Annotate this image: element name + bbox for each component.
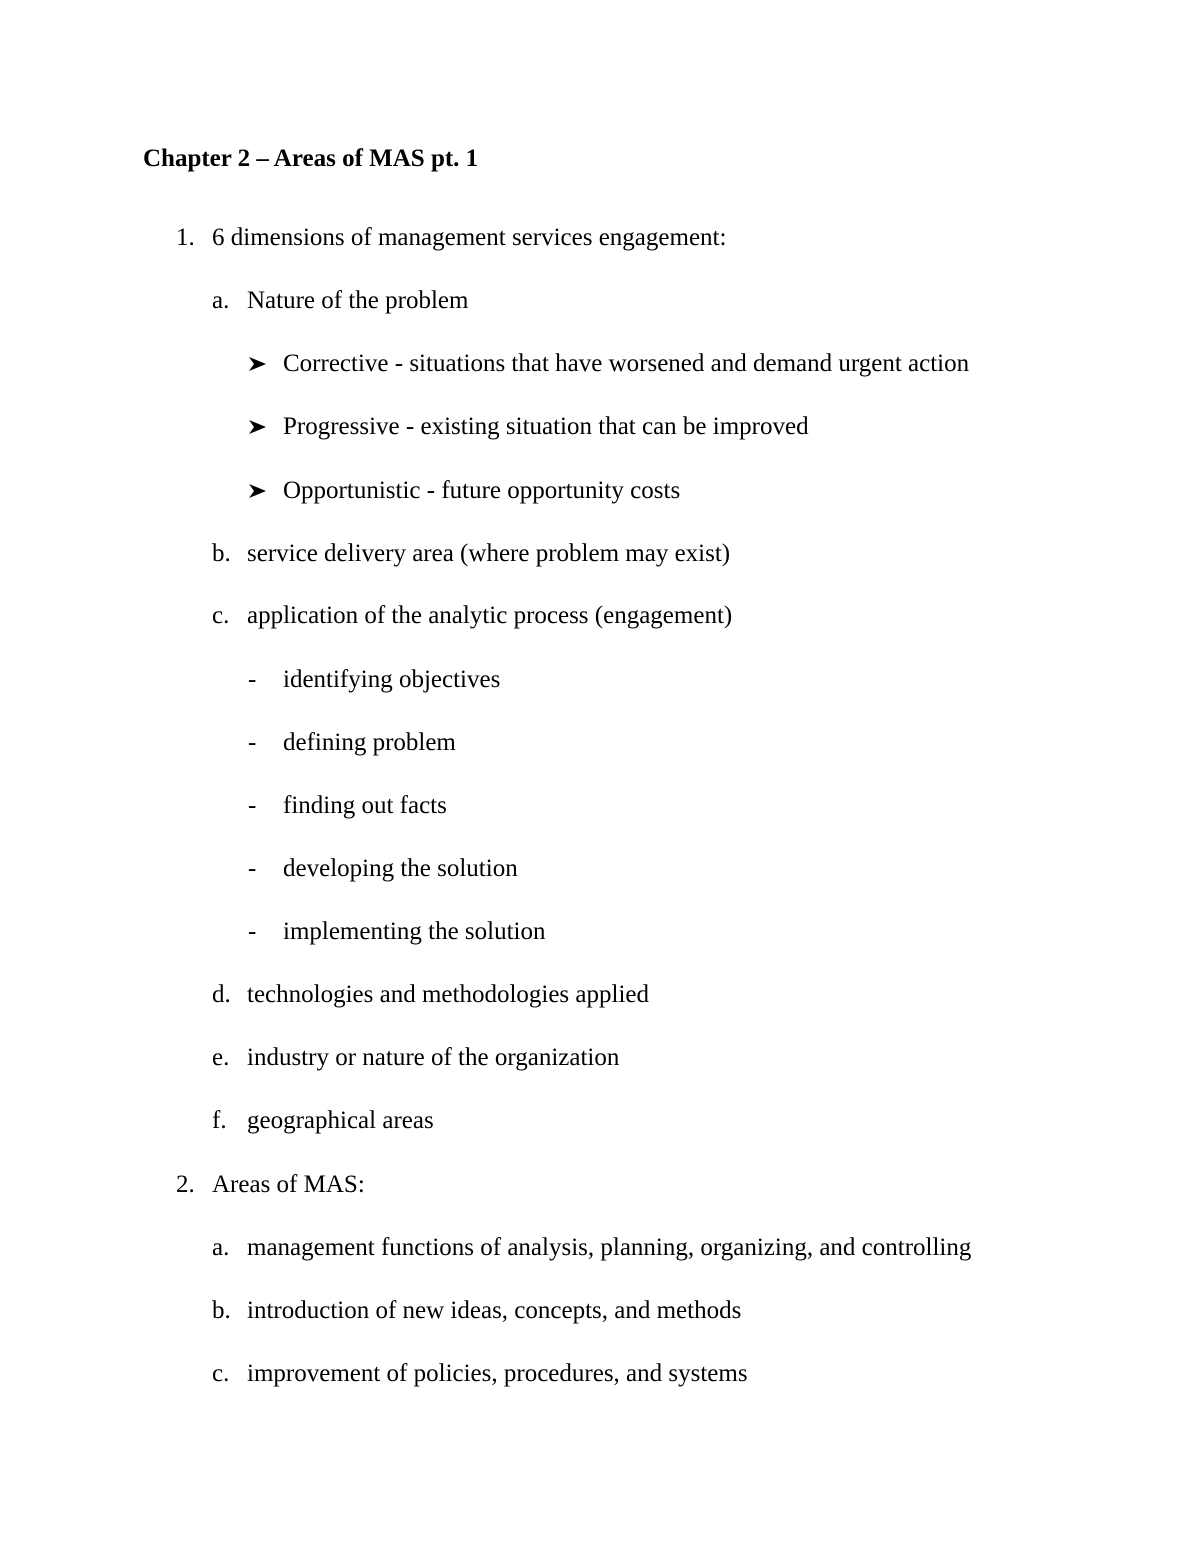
step-finding-out-facts: finding out facts	[283, 792, 447, 819]
item-1d-text: technologies and methodologies applied	[247, 981, 649, 1008]
item-1b-text: service delivery area (where problem may exist)	[247, 540, 731, 567]
item-1a-marker: a.	[212, 287, 230, 314]
section-2-heading: Areas of MAS:	[212, 1171, 365, 1198]
item-1c-marker: c.	[212, 602, 230, 629]
bullet-corrective: Corrective - situations that have worsened and demand urgent action	[283, 350, 970, 377]
item-1b-marker: b.	[212, 540, 231, 567]
item-1c-text: application of the analytic process (engagement)	[247, 602, 733, 629]
dash-marker: -	[248, 855, 257, 882]
item-2a-marker: a.	[212, 1234, 230, 1261]
dash-marker: -	[248, 666, 257, 693]
item-2b-marker: b.	[212, 1297, 231, 1324]
section-1-number: 1.	[176, 224, 195, 251]
step-developing-solution: developing the solution	[283, 855, 518, 882]
step-implementing-solution: implementing the solution	[283, 918, 546, 945]
item-1e-marker: e.	[212, 1044, 230, 1071]
step-identifying-objectives: identifying objectives	[283, 666, 501, 693]
item-1f-marker: f.	[212, 1107, 227, 1134]
arrow-bullet-icon	[248, 476, 268, 506]
dash-marker: -	[248, 918, 257, 945]
item-1d-marker: d.	[212, 981, 231, 1008]
arrow-bullet-icon	[248, 412, 268, 442]
item-1f-text: geographical areas	[247, 1107, 434, 1134]
step-defining-problem: defining problem	[283, 729, 456, 756]
dash-marker: -	[248, 792, 257, 819]
item-1a-text: Nature of the problem	[247, 287, 469, 314]
section-1-heading: 6 dimensions of management services engagement:	[212, 224, 727, 251]
item-2b-text: introduction of new ideas, concepts, and methods	[247, 1297, 742, 1324]
dash-marker: -	[248, 729, 257, 756]
page-title: Chapter 2 – Areas of MAS pt. 1	[143, 145, 479, 172]
bullet-opportunistic: Opportunistic - future opportunity costs	[283, 477, 681, 504]
item-2a-text: management functions of analysis, planning, organizing, and controlling	[247, 1234, 972, 1261]
item-2c-text: improvement of policies, procedures, and systems	[247, 1360, 748, 1387]
item-2c-marker: c.	[212, 1360, 230, 1387]
item-1e-text: industry or nature of the organization	[247, 1044, 620, 1071]
bullet-progressive: Progressive - existing situation that can be improved	[283, 413, 809, 440]
arrow-bullet-icon	[248, 349, 268, 379]
section-2-number: 2.	[176, 1171, 195, 1198]
